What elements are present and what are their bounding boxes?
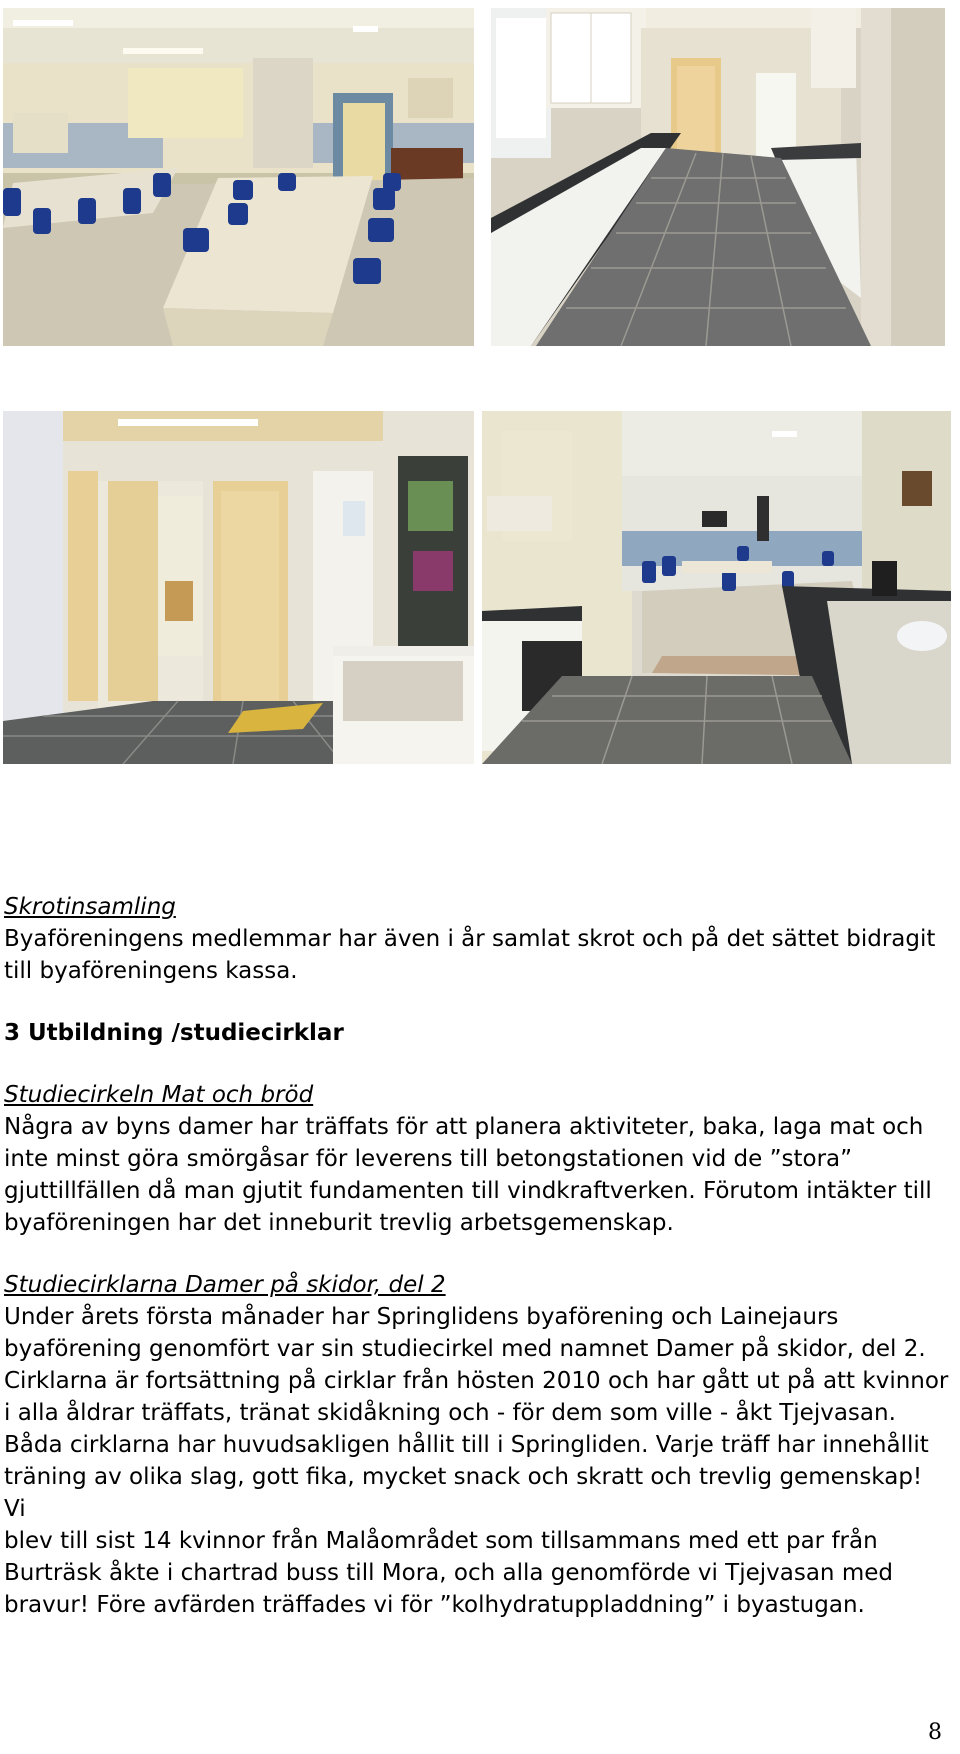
- paragraph-line: Några av byns damer har träffats för att planera aktiviteter, baka, laga mat och: [4, 1114, 924, 1140]
- paragraph-line: byaföreningen har det inneburit trevlig arbetsgemenskap.: [4, 1210, 674, 1236]
- paragraph-line: träning av olika slag, gott fika, mycket snack och skratt och trevlig gemenskap! Vi: [4, 1464, 923, 1522]
- paragraph-line: gjuttillfällen då man gjutit fundamenten till vindkraftverken. Förutom intäkter till: [4, 1178, 932, 1204]
- paragraph-line: Under årets första månader har Springlidens byaförening och Lainejaurs: [4, 1304, 839, 1330]
- paragraph-line: blev till sist 14 kvinnor från Malåområdet som tillsammans med ett par från: [4, 1528, 878, 1554]
- page-number: 8: [928, 1720, 942, 1745]
- paragraph-line: inte minst göra smörgåsar för leverens till betongstationen vid de ”stora”: [4, 1146, 853, 1172]
- subheading-skrotinsamling: Skrotinsamling: [4, 894, 176, 920]
- section-heading-utbildning: 3 Utbildning /studiecirklar: [4, 1020, 344, 1046]
- paragraph-line: bravur! Före avfärden träffades vi för ”kolhydratuppladdning” i byastugan.: [4, 1592, 865, 1618]
- paragraph-line: byaförening genomfört var sin studiecirkel med namnet Damer på skidor, del 2.: [4, 1336, 926, 1362]
- body-text: [4, 891, 949, 1621]
- paragraph-line: Cirklarna är fortsättning på cirklar från hösten 2010 och har gått ut på att kvinnor: [4, 1368, 949, 1394]
- paragraph-line: Byaföreningens medlemmar har även i år samlat skrot och på det sättet bidragit: [4, 926, 936, 952]
- subheading-damer-pa-skidor: Studiecirklarna Damer på skidor, del 2: [4, 1272, 446, 1298]
- photo-entrance-hall: [3, 411, 474, 764]
- photo-kitchen: [491, 8, 945, 346]
- paragraph-line: Båda cirklarna har huvudsakligen hållit till i Springliden. Varje träff har innehållit: [4, 1432, 929, 1458]
- photo-kitchen-hall-view: [482, 411, 951, 764]
- paragraph-line: Burträsk åkte i chartrad buss till Mora, och alla genomförde vi Tjejvasan med: [4, 1560, 893, 1586]
- paragraph-line: i alla åldrar träffats, tränat skidåkning och - för dem som ville - åkt Tjejvasan.: [4, 1400, 896, 1426]
- paragraph-line: till byaföreningens kassa.: [4, 958, 298, 984]
- subheading-mat-och-brod: Studiecirkeln Mat och bröd: [4, 1082, 314, 1108]
- photo-dining-hall: [3, 8, 474, 346]
